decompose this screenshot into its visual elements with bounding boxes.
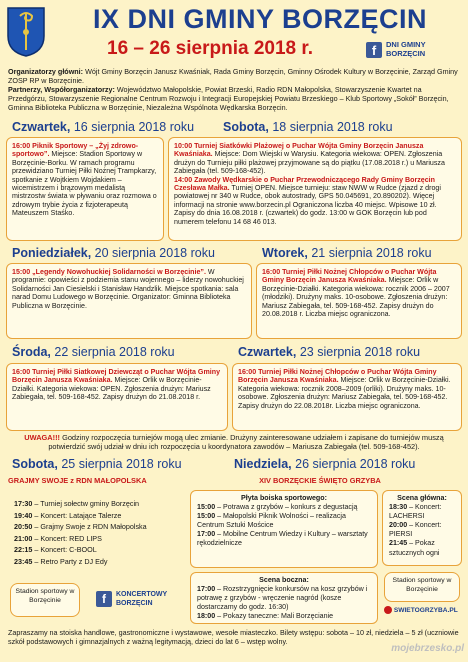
event-text: Miejsce: Orlik w Borzęcinie-Działki. Kategoria wiekowa: rocznik 2008–2009 (orliki). Drużyny maks. 10-osobowe. Zgłoszenia drużyn: Mariusz Zabiegała, tel. 509-168-452. Zapisy drużyn do 22.08.2018r. Liczba miejsc ograniczona.: [238, 376, 451, 410]
watermark: mojebrzesko.pl: [391, 643, 464, 654]
event-box-thu23: [232, 363, 462, 431]
program-item: 17:30 – Turniej sołectw gminy Borzęcin: [14, 499, 140, 508]
event-box-wed22: [6, 363, 228, 431]
sat25-program-title: GRAJMY SWOJE z RDN MAŁOPOLSKA: [8, 476, 147, 485]
program-item: 22:15 – Koncert: C-BOOL: [14, 545, 97, 555]
gmina-crest-icon: [6, 6, 46, 58]
program-item: 17:00 – Rozstrzygnięcie konkursów na kosz grzybów i potrawę z grzybów - wręczenie nagród (kosze dostarczamy do godz. 16:30): [197, 585, 368, 612]
day-header-tue21: Wtorek, 21 sierpnia 2018 roku: [262, 246, 432, 260]
scena-glowna-title: Scena główna:: [397, 494, 447, 502]
program-item: 18:00 – Pokazy taneczne: Mali Borzęcianie: [197, 612, 334, 621]
program-item: 18:30 – Koncert: LACHERSI: [389, 503, 442, 521]
event-text: Miejsce: Stadion Sportowy w Borzęcinie-Borku. W ramach programu przewidziano Turniej Piłki Nożnej Trampkarzy, spotkanie z Wojtkiem Wojdakiem – wicemistrzem i brązowym medalistą mistrzostw świata w pływaniu oraz rozmowa o zdrowym trybie życia z fizjoterapeutą Mateuszem Staśko.: [12, 150, 157, 218]
sat25-venue: Stadion sportowy w Borzęcinie: [10, 583, 80, 617]
event-title: 16:00 Turniej Piłki Nożnej Chłopców o Puchar Wójta Gminy Borzęcin Janusza Kwaśniaka.: [262, 268, 437, 285]
event-text: Miejsce: Orlik w Borzęcinie-Działki. Kategoria wiekowa: OPEN. Zgłoszenia drużyn: Mariusz Zabiegała, tel. 509-168-452. Zapisy drużyn do 21.08.2018 r.: [12, 376, 211, 402]
day-header-sat25: Sobota, 25 sierpnia 2018 roku: [12, 457, 182, 471]
program-item: 23:45 – Retro Party z DJ Edy: [14, 556, 108, 566]
event-box-sat18: [168, 137, 462, 241]
event-title: 16:00 Turniej Piłki Nożnej Chłopców o Puchar Wójta Gminy Borzęcin Janusza Kwaśniaka.: [238, 368, 437, 385]
event-box-mon20: [6, 263, 252, 339]
sat25-program-list: [14, 498, 164, 568]
program-item: 17:00 – Mobilne Centrum Wiedzy i Kultury – warsztaty rękodzielnicze: [197, 530, 368, 548]
event-dates: 16 – 26 sierpnia 2018 r.: [107, 38, 313, 59]
partners-label: Partnerzy, Współorganizatorzy:: [8, 85, 115, 95]
event-box-thu16: [6, 137, 164, 241]
scena-glowna-box: [382, 490, 462, 566]
day-header-mon20: Poniedziałek, 20 sierpnia 2018 roku: [12, 246, 215, 260]
program-item: 21:45 – Pokaz sztucznych ogni: [389, 539, 440, 557]
sun26-venue: Stadion sportowy w Borzęcinie: [384, 572, 460, 602]
event-text: W programie: opowieści z podziemia stanu wojennego – liderzy nowohuckiej Solidarności Jan Ciesielski i Stanisław Handzlik. Miejsce spotkania: sala narad Domu Ludowego w Borzęcinie. Organizator: Gminna Biblioteka Publiczna w Borzęcinie.: [12, 268, 244, 310]
event-title: 15:00 „Legendy Nowohuckiej Solidarności w Borzęcinie”.: [12, 268, 206, 276]
program-item: 15:00 – Małopolski Piknik Wolności – realizacja Centrum Sztuki Mościce: [197, 512, 346, 530]
koncertowy-facebook-link[interactable]: [96, 588, 176, 612]
organizers-section: [8, 67, 460, 112]
event-title: 16:00 Piknik Sportowy – „Żyj zdrowo-sportowo”.: [12, 142, 139, 159]
swietogrzyba-link[interactable]: [384, 606, 462, 620]
facebook-icon: f: [96, 591, 112, 607]
facebook-link[interactable]: [366, 40, 466, 64]
day-header-thu23: Czwartek, 23 sierpnia 2018 roku: [238, 345, 421, 359]
event-title: 16:00 Turniej Piłki Siatkowej Dziewcząt o Puchar Wójta Gminy Borzęcin Janusza Kwaśniaka.: [12, 368, 221, 385]
program-item: 20:00 – Koncert: PIERSI: [389, 521, 442, 539]
event-title: 14:00 Zawody Wędkarskie o Puchar Przewodniczącego Rady Gminy Borzęcin Czesława Małka.: [174, 175, 435, 193]
plyta-box: [190, 490, 378, 568]
event-text: Turniej OPEN. Miejsce turnieju: staw NWW w Rudce (zjazd z drogi powiatowej nr 340 w Rudce, obok autostrady, GPS 50.045691, 20.890202). Więcej informacji na stronie www.borzecin.pl Ograniczona liczba 40 miejsc. Wpisowe 10 zł. Zapisy do dnia 16.08.2018 r. (czwartek) do godz. 13:00 w GOK Borzęcin lub pod numerem telefonu 14 68 46 013.: [174, 184, 441, 226]
day-header-thu16: Czwartek, 16 sierpnia 2018 roku: [12, 120, 195, 134]
warning-text: Godziny rozpoczęcia turniejów mogą ulec zmianie. Drużyny zainteresowane udziałem i zapisane do turniejów muszą potwierdzić swój udział w dniu ich rozpoczęcia u koordynatora zawodów – Mariusza Zabiegała (tel. 509-168-452).: [48, 433, 444, 452]
site-label: SWIETOGRZYBA.PL: [393, 606, 458, 614]
main-organizers-text: Wójt Gminy Borzęcin Janusz Kwaśniak, Rada Gminy Borzęcin, Gminny Ośrodek Kultury w Borzęcinie, Zarząd Gminy ZOSP RP w Borzęcinie.: [8, 67, 458, 86]
day-header-sat18: Sobota, 18 sierpnia 2018 roku: [223, 120, 393, 134]
plyta-title: Płyta boiska sportowego:: [241, 494, 327, 502]
event-text: Miejsce: Orlik w Borzęcinie-Działki. Kategoria wiekowa: rocznik 2006 – 2007 (młodziki). Drużyny maks. 10-osobowe. Zgłoszenia drużyn: Mariusz Zabiegała, tel. 509-168-452. Zapisy drużyn do 20.08.2018 r. Liczba miejsc ograniczona.: [262, 276, 450, 319]
warning-label: UWAGA!!!: [24, 433, 61, 442]
page-title: IX DNI GMINY BORZĘCIN: [92, 4, 428, 34]
event-box-tue21: [256, 263, 462, 339]
footer-note: Zapraszamy na stoiska handlowe, gastronomiczne i wystawowe, wesołe miasteczko. Bilety wstępu: sobota – 10 zł, niedziela – 5 zł (uczniowie szkół podstawowych i gimnazjalnych z ważną legitymacją, dzieci do lat 6 – wstęp wolny.: [8, 628, 459, 647]
scena-boczna-box: [190, 572, 378, 624]
program-item: 19:40 – Koncert: Latające Talerze: [14, 510, 122, 520]
program-item: 15:00 – Potrawa z grzybów – konkurs z degustacją: [197, 503, 358, 512]
partners-text: Województwo Małopolskie, Powiat Brzeski, Radio RDN Małopolska, Stowarzyszenie Kwartet na Przedgórzu, Stowarzyszenie Regionalne Centrum Rozwoju i Integracji Europejskiej Powiatu Brzeskiego – Klub Sportowy „Sokół” Borzęcin, Gminna Biblioteka Publiczna w Borzęcinie, Niezależna Wspólnota Wędkarska Borzęcin.: [8, 85, 449, 113]
event-title: 10:00 Turniej Siatkówki Plażowej o Puchar Wójta Gminy Borzęcin Janusza Kwaśniaka.: [174, 142, 424, 159]
facebook-label: DNI GMINY BORZĘCIN: [386, 40, 426, 58]
program-item: 21:00 – Koncert: RED LIPS: [14, 533, 102, 543]
scena-boczna-title: Scena boczna:: [259, 576, 309, 584]
day-header-sun26: Niedziela, 26 sierpnia 2018 roku: [234, 457, 416, 471]
facebook-icon: f: [366, 42, 382, 58]
facebook-label: KONCERTOWY BORZĘCIN: [116, 591, 168, 607]
day-header-wed22: Środa, 22 sierpnia 2018 roku: [12, 345, 175, 359]
mushroom-icon: [384, 606, 392, 614]
program-item: 20:50 – Grajmy Swoje z RDN Małopolska: [14, 522, 147, 532]
warning-notice: [8, 433, 460, 451]
sun26-program-title: XIV BORZĘCKIE ŚWIĘTO GRZYBA: [259, 476, 381, 485]
main-organizers-label: Organizatorzy główni:: [8, 67, 84, 76]
event-text: Miejsce: Dom Wiejski w Warysiu. Kategoria wiekowa: OPEN. Zgłoszenia drużyn do Turnieju piłki plażowej przyjmowane są do piątku (17.08.2018 r.) u Mariusza Zabiegała (tel. 509-168-452).: [174, 150, 445, 176]
